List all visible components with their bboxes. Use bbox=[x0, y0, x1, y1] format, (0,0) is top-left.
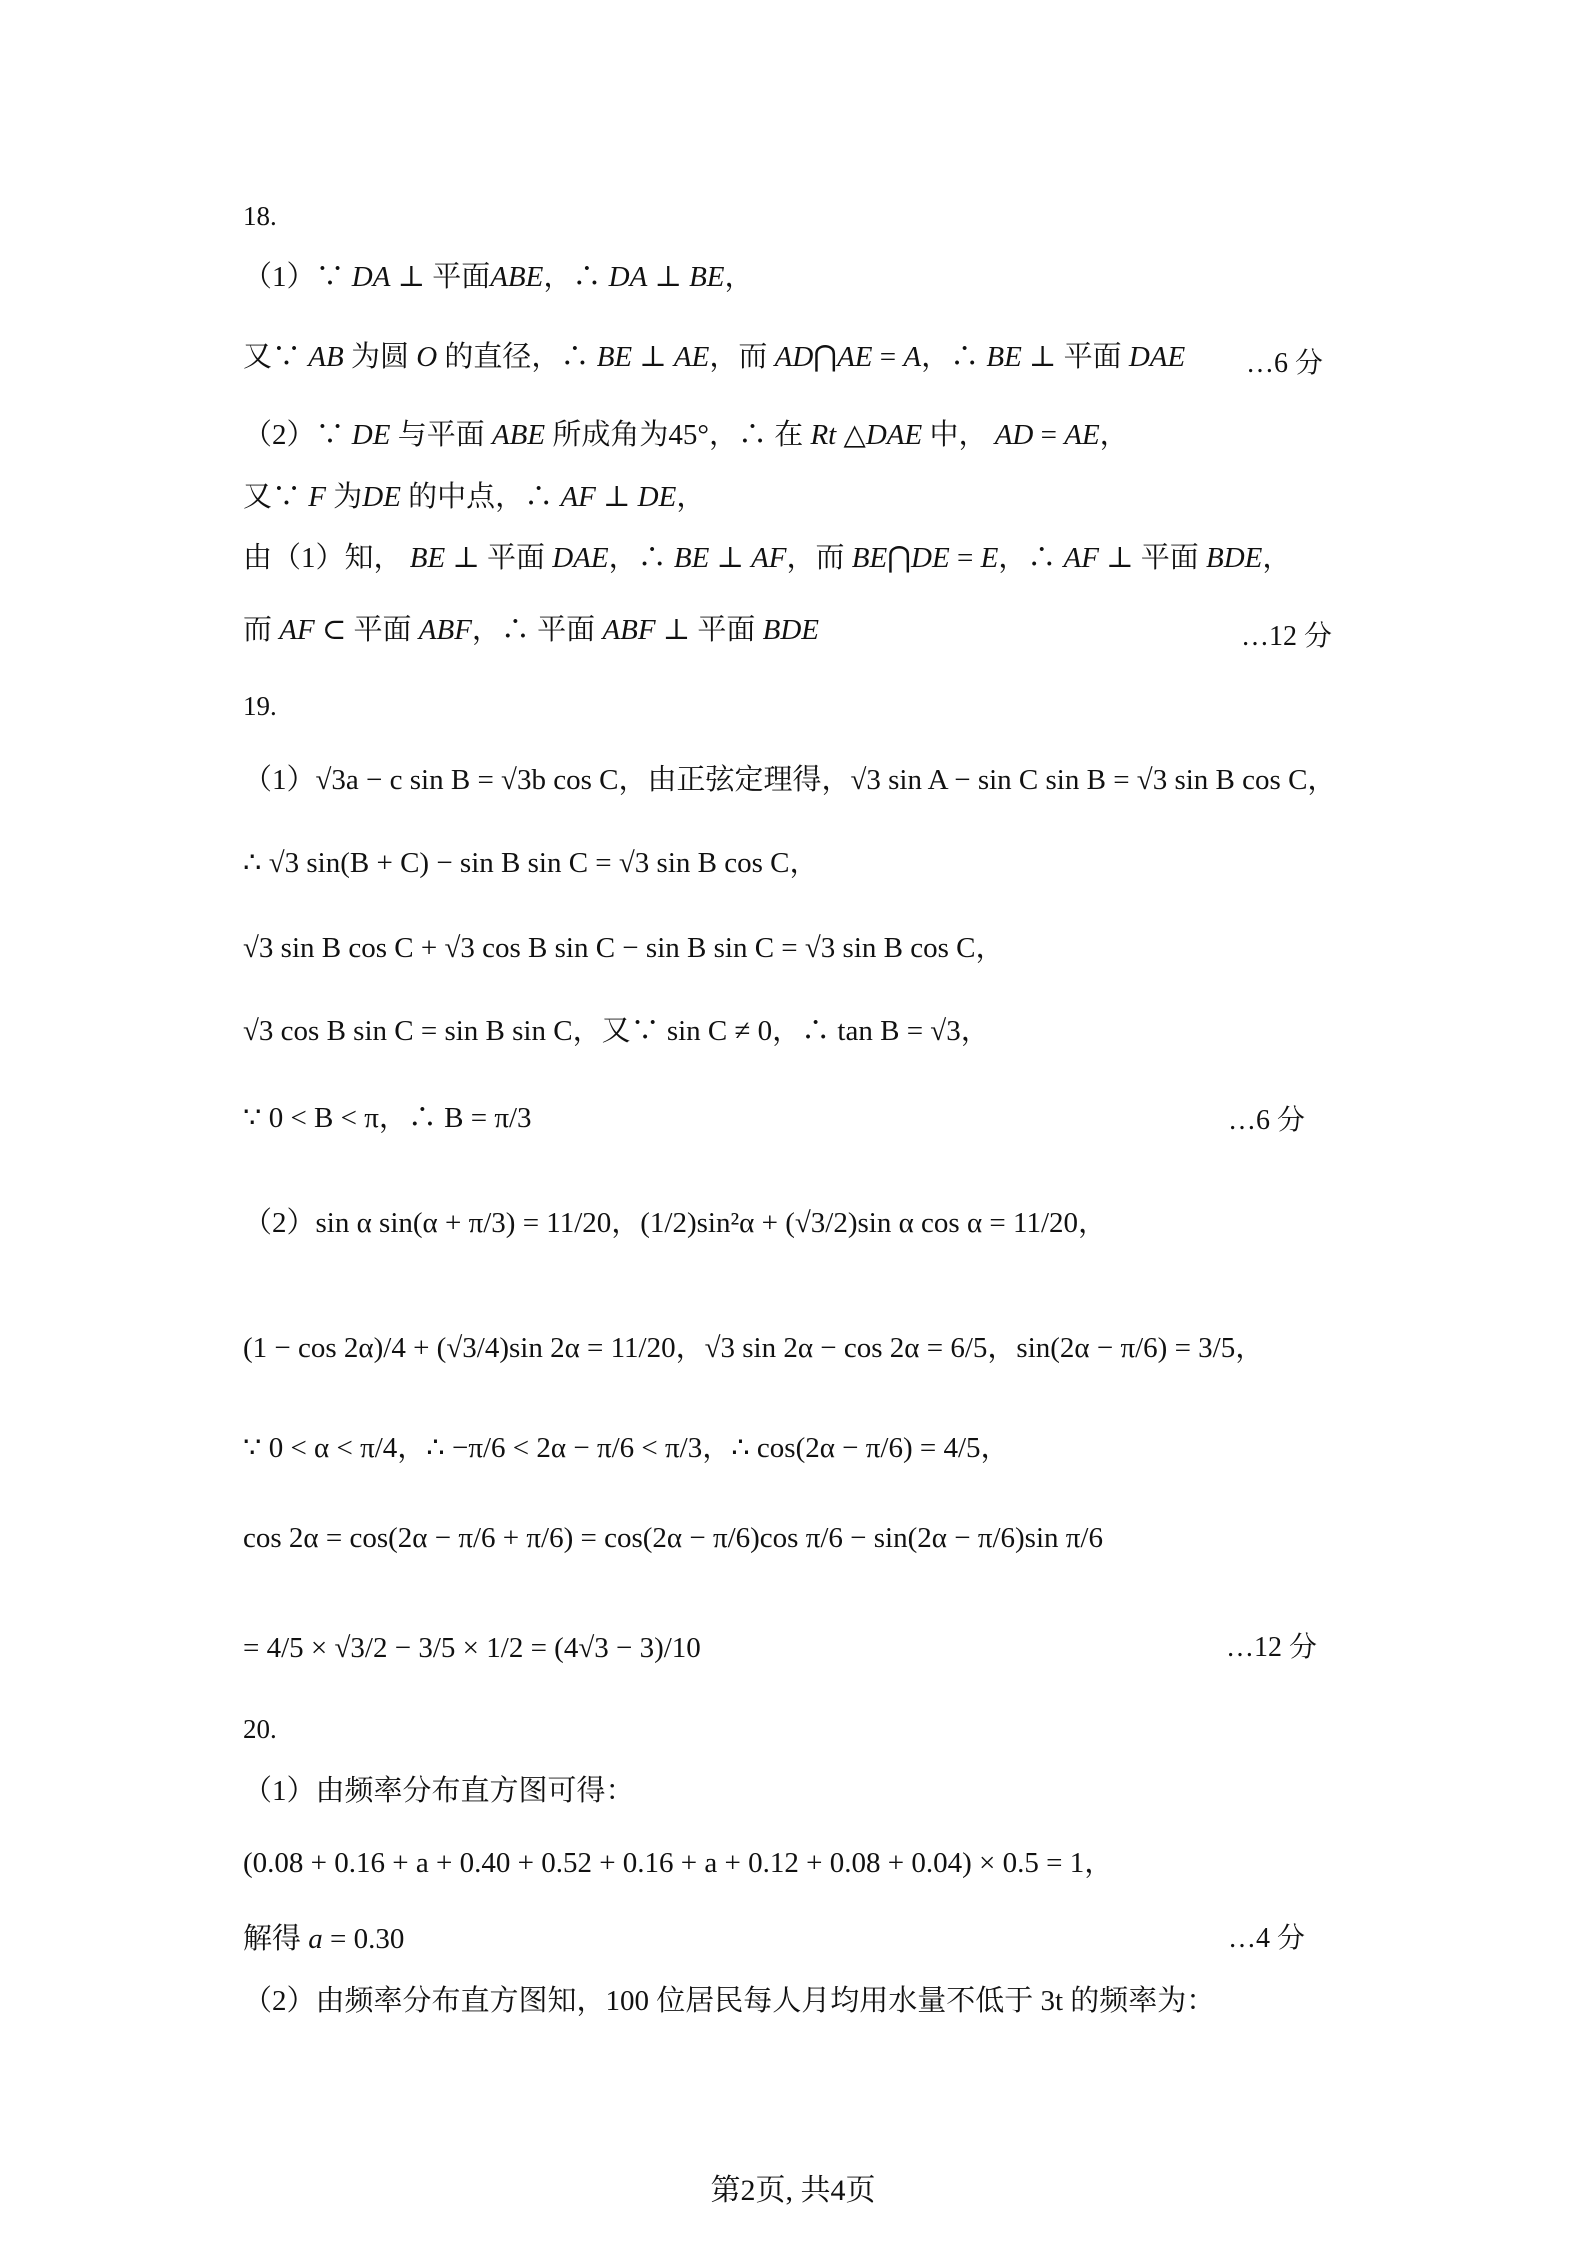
q20-line-3: 解得 a = 0.30 bbox=[243, 1923, 405, 1955]
q18-line-2: 又∵ AB 为圆 O 的直径，∴ BE ⊥ AE，而 AD⋂AE = A，∴ BE ⊥ 平面 DAE bbox=[243, 341, 1186, 373]
q18-line-3: （2）∵ DE 与平面 ABE 所成角为45°，∴ 在 Rt △DAE 中， AD = AE， bbox=[243, 419, 1129, 451]
q19-score-6: …6 分 bbox=[1228, 1105, 1306, 1136]
q19-line-10: = 4/5 × √3/2 − 3/5 × 1/2 = (4√3 − 3)/10 bbox=[243, 1632, 701, 1664]
q20-line-2: (0.08 + 0.16 + a + 0.40 + 0.52 + 0.16 + a + 0.12 + 0.08 + 0.04) × 0.5 = 1， bbox=[243, 1847, 1114, 1879]
q18-line-4: 又∵ F 为DE 的中点，∴ AF ⊥ DE， bbox=[243, 481, 706, 513]
q19-line-4: √3 cos B sin C = sin B sin C，又∵ sin C ≠ 0，∴ tan B = √3， bbox=[243, 1015, 990, 1047]
q19-line-6: （2）sin α sin(α + π/3) = 11/20，(1/2)sin²α + (√3/2)sin α cos α = 11/20， bbox=[243, 1207, 1107, 1239]
q19-score-12: …12 分 bbox=[1226, 1632, 1318, 1663]
q19-line-5: ∵ 0 < B < π，∴ B = π/3 bbox=[243, 1102, 532, 1134]
q19-line-8: ∵ 0 < α < π/4，∴ −π/6 < 2α − π/6 < π/3，∴ cos(2α − π/6) = 4/5， bbox=[243, 1432, 1010, 1464]
q18-score-6: …6 分 bbox=[1246, 348, 1324, 379]
q19-line-7: (1 − cos 2α)/4 + (√3/4)sin 2α = 11/20，√3 sin 2α − cos 2α = 6/5，sin(2α − π/6) = 3/5， bbox=[243, 1332, 1265, 1364]
q20-line-4: （2）由频率分布直方图知，100 位居民每人月均用水量不低于 3t 的频率为： bbox=[243, 1985, 1216, 2017]
page-footer: 第2页, 共4页 bbox=[710, 2174, 876, 2207]
q19-line-2: ∴ √3 sin(B + C) − sin B sin C = √3 sin B cos C， bbox=[243, 847, 819, 879]
q18-score-12: …12 分 bbox=[1241, 621, 1333, 652]
q18-line-1: （1）∵ DA ⊥ 平面ABE，∴ DA ⊥ BE， bbox=[243, 261, 754, 293]
q20-score-4: …4 分 bbox=[1228, 1923, 1306, 1954]
question-18-number: 18. bbox=[243, 201, 277, 231]
question-19-number: 19. bbox=[243, 691, 277, 721]
q18-line-5: 由（1）知， BE ⊥ 平面 DAE，∴ BE ⊥ AF，而 BE⋂DE = E，∴ AF ⊥ 平面 BDE， bbox=[243, 542, 1292, 574]
q19-line-1: （1）√3a − c sin B = √3b cos C，由正弦定理得，√3 sin A − sin C sin B = √3 sin B cos C， bbox=[243, 764, 1337, 796]
q18-line-6: 而 AF ⊂ 平面 ABF，∴ 平面 ABF ⊥ 平面 BDE bbox=[243, 614, 819, 646]
question-20-number: 20. bbox=[243, 1714, 277, 1744]
q20-line-1: （1）由频率分布直方图可得： bbox=[243, 1775, 635, 1807]
q19-line-9: cos 2α = cos(2α − π/6 + π/6) = cos(2α − π/6)cos π/6 − sin(2α − π/6)sin π/6 bbox=[243, 1522, 1103, 1554]
q19-line-3: √3 sin B cos C + √3 cos B sin C − sin B sin C = √3 sin B cos C， bbox=[243, 932, 1005, 964]
